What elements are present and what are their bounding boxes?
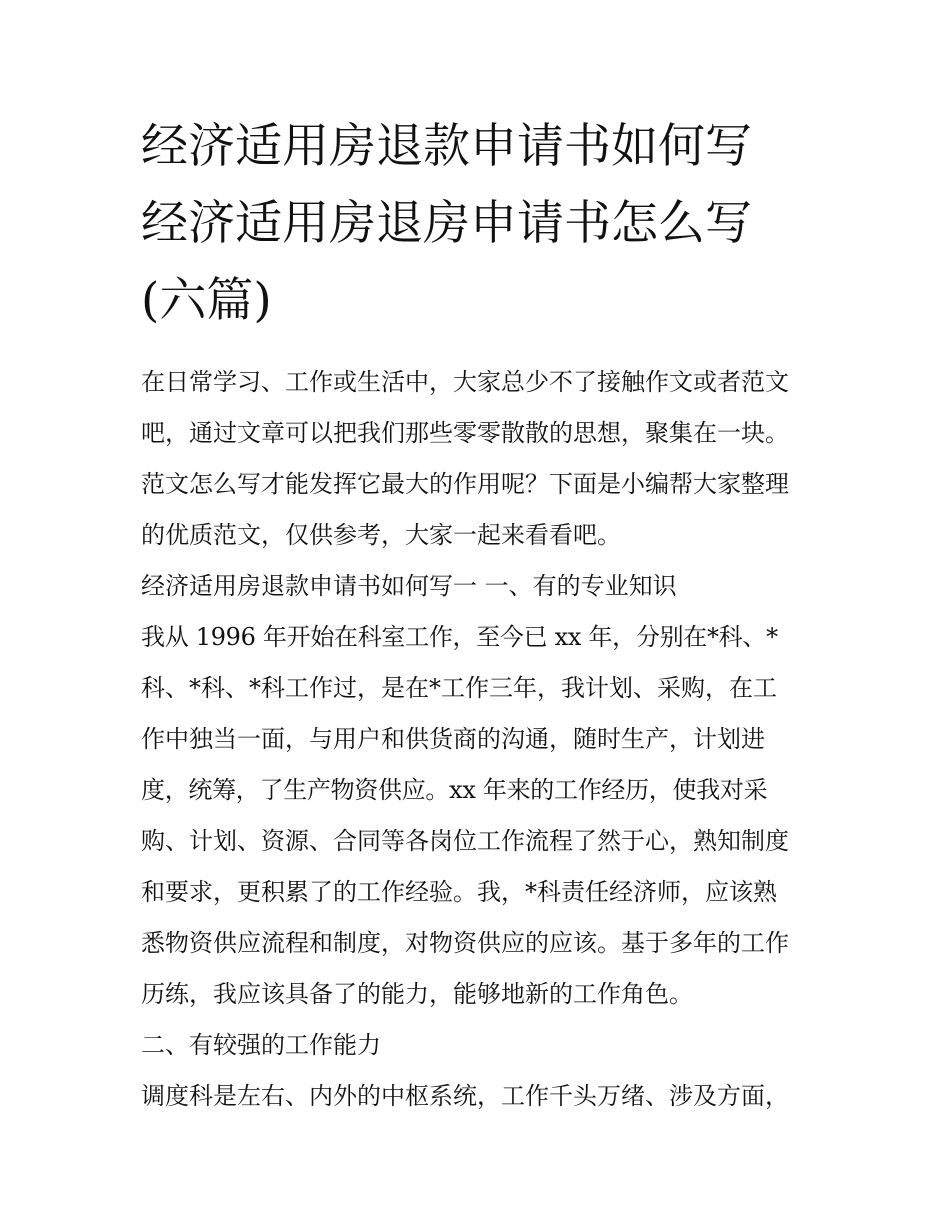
body-line: 的优质范文，仅供参考，大家一起来看看吧。 [141, 521, 621, 549]
body-line: 在日常学习、工作或生活中，大家总少不了接触作文或者范文 [141, 368, 789, 396]
body-line: 悉物资供应流程和制度，对物资供应的应该。基于多年的工作 [141, 929, 789, 957]
section-heading: 经济适用房退款申请书如何写一 一、有的专业知识 [141, 572, 677, 600]
document-title [141, 108, 813, 339]
section-heading: 二、有较强的工作能力 [141, 1031, 381, 1059]
body-line: 度，统筹，了生产物资供应。xx 年来的工作经历，使我对采 [141, 776, 768, 804]
title-line-1: 经济适用房退款申请书如何写 [141, 119, 752, 174]
body-line: 购、计划、资源、合同等各岗位工作流程了然于心，熟知制度 [141, 827, 789, 855]
body-line: 吧，通过文章可以把我们那些零零散散的思想，聚集在一块。 [141, 419, 789, 447]
body-line: 范文怎么写才能发挥它最大的作用呢？下面是小编帮大家整理 [141, 470, 789, 498]
body-line: 历练，我应该具备了的能力，能够地新的工作角色。 [141, 980, 693, 1008]
body-line: 调度科是左右、内外的中枢系统，工作千头万绪、涉及方面， [141, 1082, 789, 1110]
title-line-2: 经济适用房退房申请书怎么写 [141, 196, 752, 251]
body-line: 科、*科、*科工作过，是在*工作三年，我计划、采购，在工 [141, 674, 777, 702]
title-line-3: (六篇) [141, 273, 272, 328]
body-line: 我从 1996 年开始在科室工作，至今已 xx 年，分别在*科、* [141, 623, 778, 651]
body-line: 和要求，更积累了的工作经验。我，*科责任经济师，应该熟 [141, 878, 777, 906]
document-page [141, 108, 813, 1122]
document-body [141, 357, 813, 1122]
body-line: 作中独当一面，与用户和供货商的沟通，随时生产，计划进 [141, 725, 765, 753]
